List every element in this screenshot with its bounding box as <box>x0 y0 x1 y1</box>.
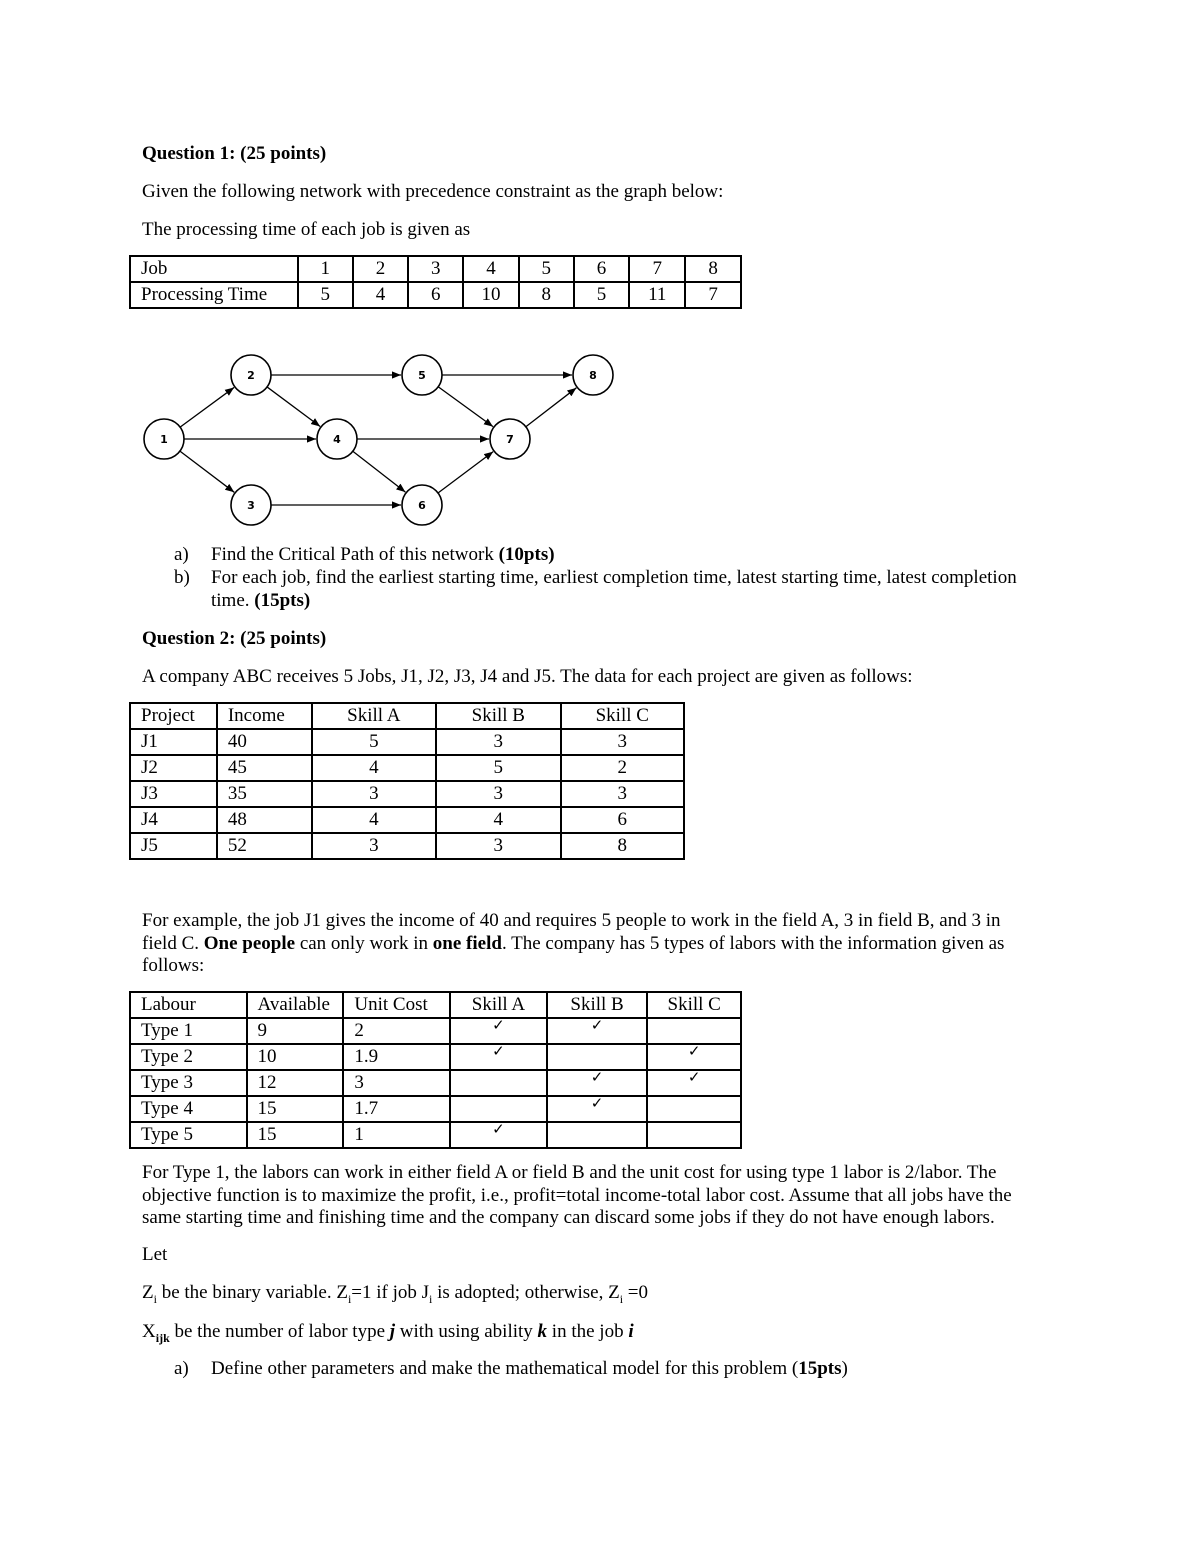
part-b-line-2 <box>211 590 310 613</box>
column-header: Available <box>247 992 344 1018</box>
table-cell: Type 1 <box>130 1018 247 1044</box>
text-run: =1 if job J <box>351 1282 430 1303</box>
table-cell: Processing Time <box>130 282 298 308</box>
question-2-title: Question 2: (25 points) <box>142 628 327 649</box>
column-header: Project <box>130 703 217 729</box>
table-cell: 4 <box>463 256 519 282</box>
table-cell: J3 <box>130 781 217 807</box>
table-cell: 4 <box>312 807 436 833</box>
checkmark-icon: ✓ <box>492 1042 505 1060</box>
skill-cell <box>547 1018 648 1044</box>
node-2-label: 2 <box>247 369 255 382</box>
part-a-body: Find the Critical Path of this network <box>211 544 499 565</box>
table-cell: J4 <box>130 807 217 833</box>
paragraph-line: objective function is to maximize the profit, i.e., profit=total income-total labor cost. Assume that all jobs have the <box>142 1184 1012 1206</box>
italic-j: j <box>389 1321 396 1342</box>
question-1-part-a <box>174 544 1074 567</box>
skill-cell <box>647 1096 741 1122</box>
let-text: Let <box>142 1244 168 1265</box>
table-cell: 8 <box>561 833 684 859</box>
table-cell: J1 <box>130 729 217 755</box>
table-cell: 3 <box>561 781 684 807</box>
question-1-part-b <box>174 567 1094 613</box>
table-cell: 5 <box>298 282 353 308</box>
part-b-line-2-body: time. <box>211 590 255 611</box>
checkmark-icon: ✓ <box>590 1068 604 1086</box>
table-cell: 1 <box>298 256 353 282</box>
table-cell: 7 <box>685 282 741 308</box>
skill-cell <box>647 1044 741 1070</box>
part-b-line-1: For each job, find the earliest starting time, earliest completion time, latest starting time, latest completion <box>211 567 1017 588</box>
table-cell: Type 5 <box>130 1122 247 1148</box>
table-cell: 3 <box>343 1070 450 1096</box>
part-a-body: Define other parameters and make the mathematical model for this problem ( <box>211 1358 799 1379</box>
table-cell: 1.7 <box>343 1096 450 1122</box>
table-cell: Type 2 <box>130 1044 247 1070</box>
node-1-label: 1 <box>160 433 168 446</box>
table-cell: 1 <box>343 1122 450 1148</box>
part-a-points: 15pts <box>798 1358 842 1379</box>
checkmark-icon: ✓ <box>687 1068 701 1086</box>
symbol-z: Z <box>336 1282 348 1303</box>
emphasis: One people <box>203 932 296 954</box>
paragraph-line: follows: <box>142 955 205 976</box>
table-cell: 1.9 <box>343 1044 450 1070</box>
skill-cell <box>647 1018 741 1044</box>
table-cell: 3 <box>436 729 560 755</box>
edge-6-to-7 <box>438 452 493 493</box>
column-header: Skill A <box>312 703 436 729</box>
node-5-label: 5 <box>418 369 426 382</box>
column-header: Income <box>217 703 312 729</box>
part-a-text <box>211 1358 848 1381</box>
table-cell: 2 <box>561 755 684 781</box>
checkmark-icon: ✓ <box>590 1094 604 1112</box>
symbol-z: Z <box>142 1282 154 1303</box>
skill-cell <box>450 1044 547 1070</box>
example-paragraph <box>142 910 1062 978</box>
skill-cell <box>547 1122 648 1148</box>
edge-7-to-8 <box>526 388 577 427</box>
x-variable-definition <box>142 1321 634 1343</box>
table-cell: 8 <box>519 282 574 308</box>
skill-cell <box>547 1096 648 1122</box>
table-cell: 40 <box>217 729 312 755</box>
skill-cell <box>450 1018 547 1044</box>
table-cell: J5 <box>130 833 217 859</box>
italic-i: i <box>628 1321 634 1342</box>
edge-5-to-7 <box>438 387 493 427</box>
part-a-points: (10pts) <box>498 544 555 565</box>
checkmark-icon: ✓ <box>492 1120 505 1138</box>
table-row <box>130 1018 741 1044</box>
table-cell: 4 <box>312 755 436 781</box>
subscript-i: i <box>347 1291 352 1306</box>
paragraph-line: For Type 1, the labors can work in either field A or field B and the unit cost for using type 1 labor is 2/labor. The <box>142 1162 997 1183</box>
column-header: Skill B <box>547 992 648 1018</box>
text-run: with using ability <box>395 1321 538 1342</box>
skill-cell <box>450 1096 547 1122</box>
part-a-text <box>211 544 555 567</box>
node-4-label: 4 <box>333 433 341 446</box>
table-cell: 5 <box>574 282 630 308</box>
table-cell: 10 <box>463 282 519 308</box>
table-row <box>130 781 684 807</box>
edge-4-to-6 <box>353 451 406 492</box>
table-cell: 6 <box>408 282 463 308</box>
table-cell: 48 <box>217 807 312 833</box>
paragraph-line <box>142 933 1062 956</box>
text-run: be the binary variable. <box>156 1282 337 1303</box>
question-2-intro: A company ABC receives 5 Jobs, J1, J2, J3, J4 and J5. The data for each project are given as follows: <box>142 666 913 687</box>
question-1-title: Question 1: (25 points) <box>142 143 327 164</box>
table-cell: 15 <box>247 1096 344 1122</box>
table-cell: 3 <box>436 833 560 859</box>
subscript-i: i <box>429 1291 433 1306</box>
table-row <box>130 807 684 833</box>
italic-k: k <box>537 1321 548 1342</box>
table-cell: 12 <box>247 1070 344 1096</box>
column-header: Unit Cost <box>343 992 450 1018</box>
edge-2-to-4 <box>267 387 320 427</box>
symbol-x: X <box>142 1321 156 1342</box>
type-1-paragraph <box>142 1162 1062 1230</box>
skill-cell <box>450 1070 547 1096</box>
table-cell: 3 <box>408 256 463 282</box>
node-8-label: 8 <box>589 369 597 382</box>
table-header-row <box>130 992 741 1018</box>
text-run: field C. <box>142 932 204 954</box>
table-row <box>130 833 684 859</box>
processing-time-intro: The processing time of each job is given as <box>142 219 471 240</box>
table-row <box>130 1122 741 1148</box>
table-cell: 4 <box>353 282 409 308</box>
text-run: is adopted; otherwise, <box>432 1282 609 1303</box>
edge-1-to-3 <box>180 451 234 492</box>
checkmark-icon: ✓ <box>492 1016 505 1034</box>
text-run: =0 <box>623 1282 649 1303</box>
table-cell: 3 <box>312 781 436 807</box>
table-header-row <box>130 703 684 729</box>
column-header: Skill B <box>436 703 560 729</box>
table-cell: 5 <box>436 755 560 781</box>
part-a-close: ) <box>841 1358 848 1379</box>
skill-cell <box>450 1122 547 1148</box>
table-cell: 2 <box>353 256 409 282</box>
table-row <box>130 729 684 755</box>
skill-cell <box>647 1070 741 1096</box>
checkmark-icon: ✓ <box>590 1016 604 1034</box>
list-label: b) <box>174 567 190 588</box>
table-cell: 4 <box>436 807 560 833</box>
table-cell: 2 <box>343 1018 450 1044</box>
node-7-label: 7 <box>506 433 514 446</box>
emphasis: one field <box>432 932 502 954</box>
checkmark-icon: ✓ <box>687 1042 701 1060</box>
node-3-label: 3 <box>247 499 255 512</box>
column-header: Labour <box>130 992 247 1018</box>
table-cell: 10 <box>247 1044 344 1070</box>
table-cell: 5 <box>312 729 436 755</box>
text-run: can only work in <box>295 932 433 954</box>
list-label: a) <box>174 1358 189 1379</box>
table-cell: J2 <box>130 755 217 781</box>
symbol-z: Z <box>608 1282 620 1303</box>
table-cell: 6 <box>561 807 684 833</box>
table-cell: 3 <box>436 781 560 807</box>
question-2-part-a <box>174 1358 1074 1381</box>
table-cell: 3 <box>561 729 684 755</box>
table-cell: 6 <box>574 256 630 282</box>
list-label: a) <box>174 544 189 565</box>
text-run: in the job <box>547 1321 629 1342</box>
question-1-intro: Given the following network with precedence constraint as the graph below: <box>142 181 724 202</box>
table-cell: 3 <box>312 833 436 859</box>
table-cell: 45 <box>217 755 312 781</box>
paragraph-line: same starting time and finishing time and the company can discard some jobs if they do not have enough labors. <box>142 1207 995 1228</box>
node-6-label: 6 <box>418 499 426 512</box>
column-header: Skill C <box>647 992 741 1018</box>
skill-cell <box>547 1070 648 1096</box>
column-header: Skill C <box>561 703 684 729</box>
table-cell: Type 3 <box>130 1070 247 1096</box>
table-cell: 9 <box>247 1018 344 1044</box>
table-cell: 8 <box>685 256 741 282</box>
subscript-i: i <box>153 1291 157 1306</box>
table-row <box>130 1044 741 1070</box>
column-header: Skill A <box>450 992 547 1018</box>
table-cell: 7 <box>629 256 685 282</box>
table-row <box>130 1096 741 1122</box>
paragraph-line: For example, the job J1 gives the income of 40 and requires 5 people to work in the field A, 3 in field B, and 3 in <box>142 910 1001 931</box>
labour-table <box>129 991 742 1149</box>
text-run: be the number of labor type <box>169 1321 390 1342</box>
table-row <box>130 755 684 781</box>
project-table <box>129 702 685 860</box>
z-variable-definition <box>142 1282 648 1304</box>
table-cell: 52 <box>217 833 312 859</box>
table-cell: 35 <box>217 781 312 807</box>
table-cell: Type 4 <box>130 1096 247 1122</box>
table-cell: 15 <box>247 1122 344 1148</box>
edge-1-to-2 <box>180 387 234 427</box>
subscript-i: i <box>619 1291 624 1306</box>
skill-cell <box>647 1122 741 1148</box>
table-row <box>130 1070 741 1096</box>
text-run: . The company has 5 types of labors with the information given as <box>501 932 1005 954</box>
table-cell: 5 <box>519 256 574 282</box>
skill-cell <box>547 1044 648 1070</box>
table-cell: Job <box>130 256 298 282</box>
precedence-network-diagram <box>0 0 1200 560</box>
table-cell: 11 <box>629 282 685 308</box>
subscript-ijk: ijk <box>155 1330 170 1345</box>
part-b-points: (15pts) <box>254 590 311 611</box>
